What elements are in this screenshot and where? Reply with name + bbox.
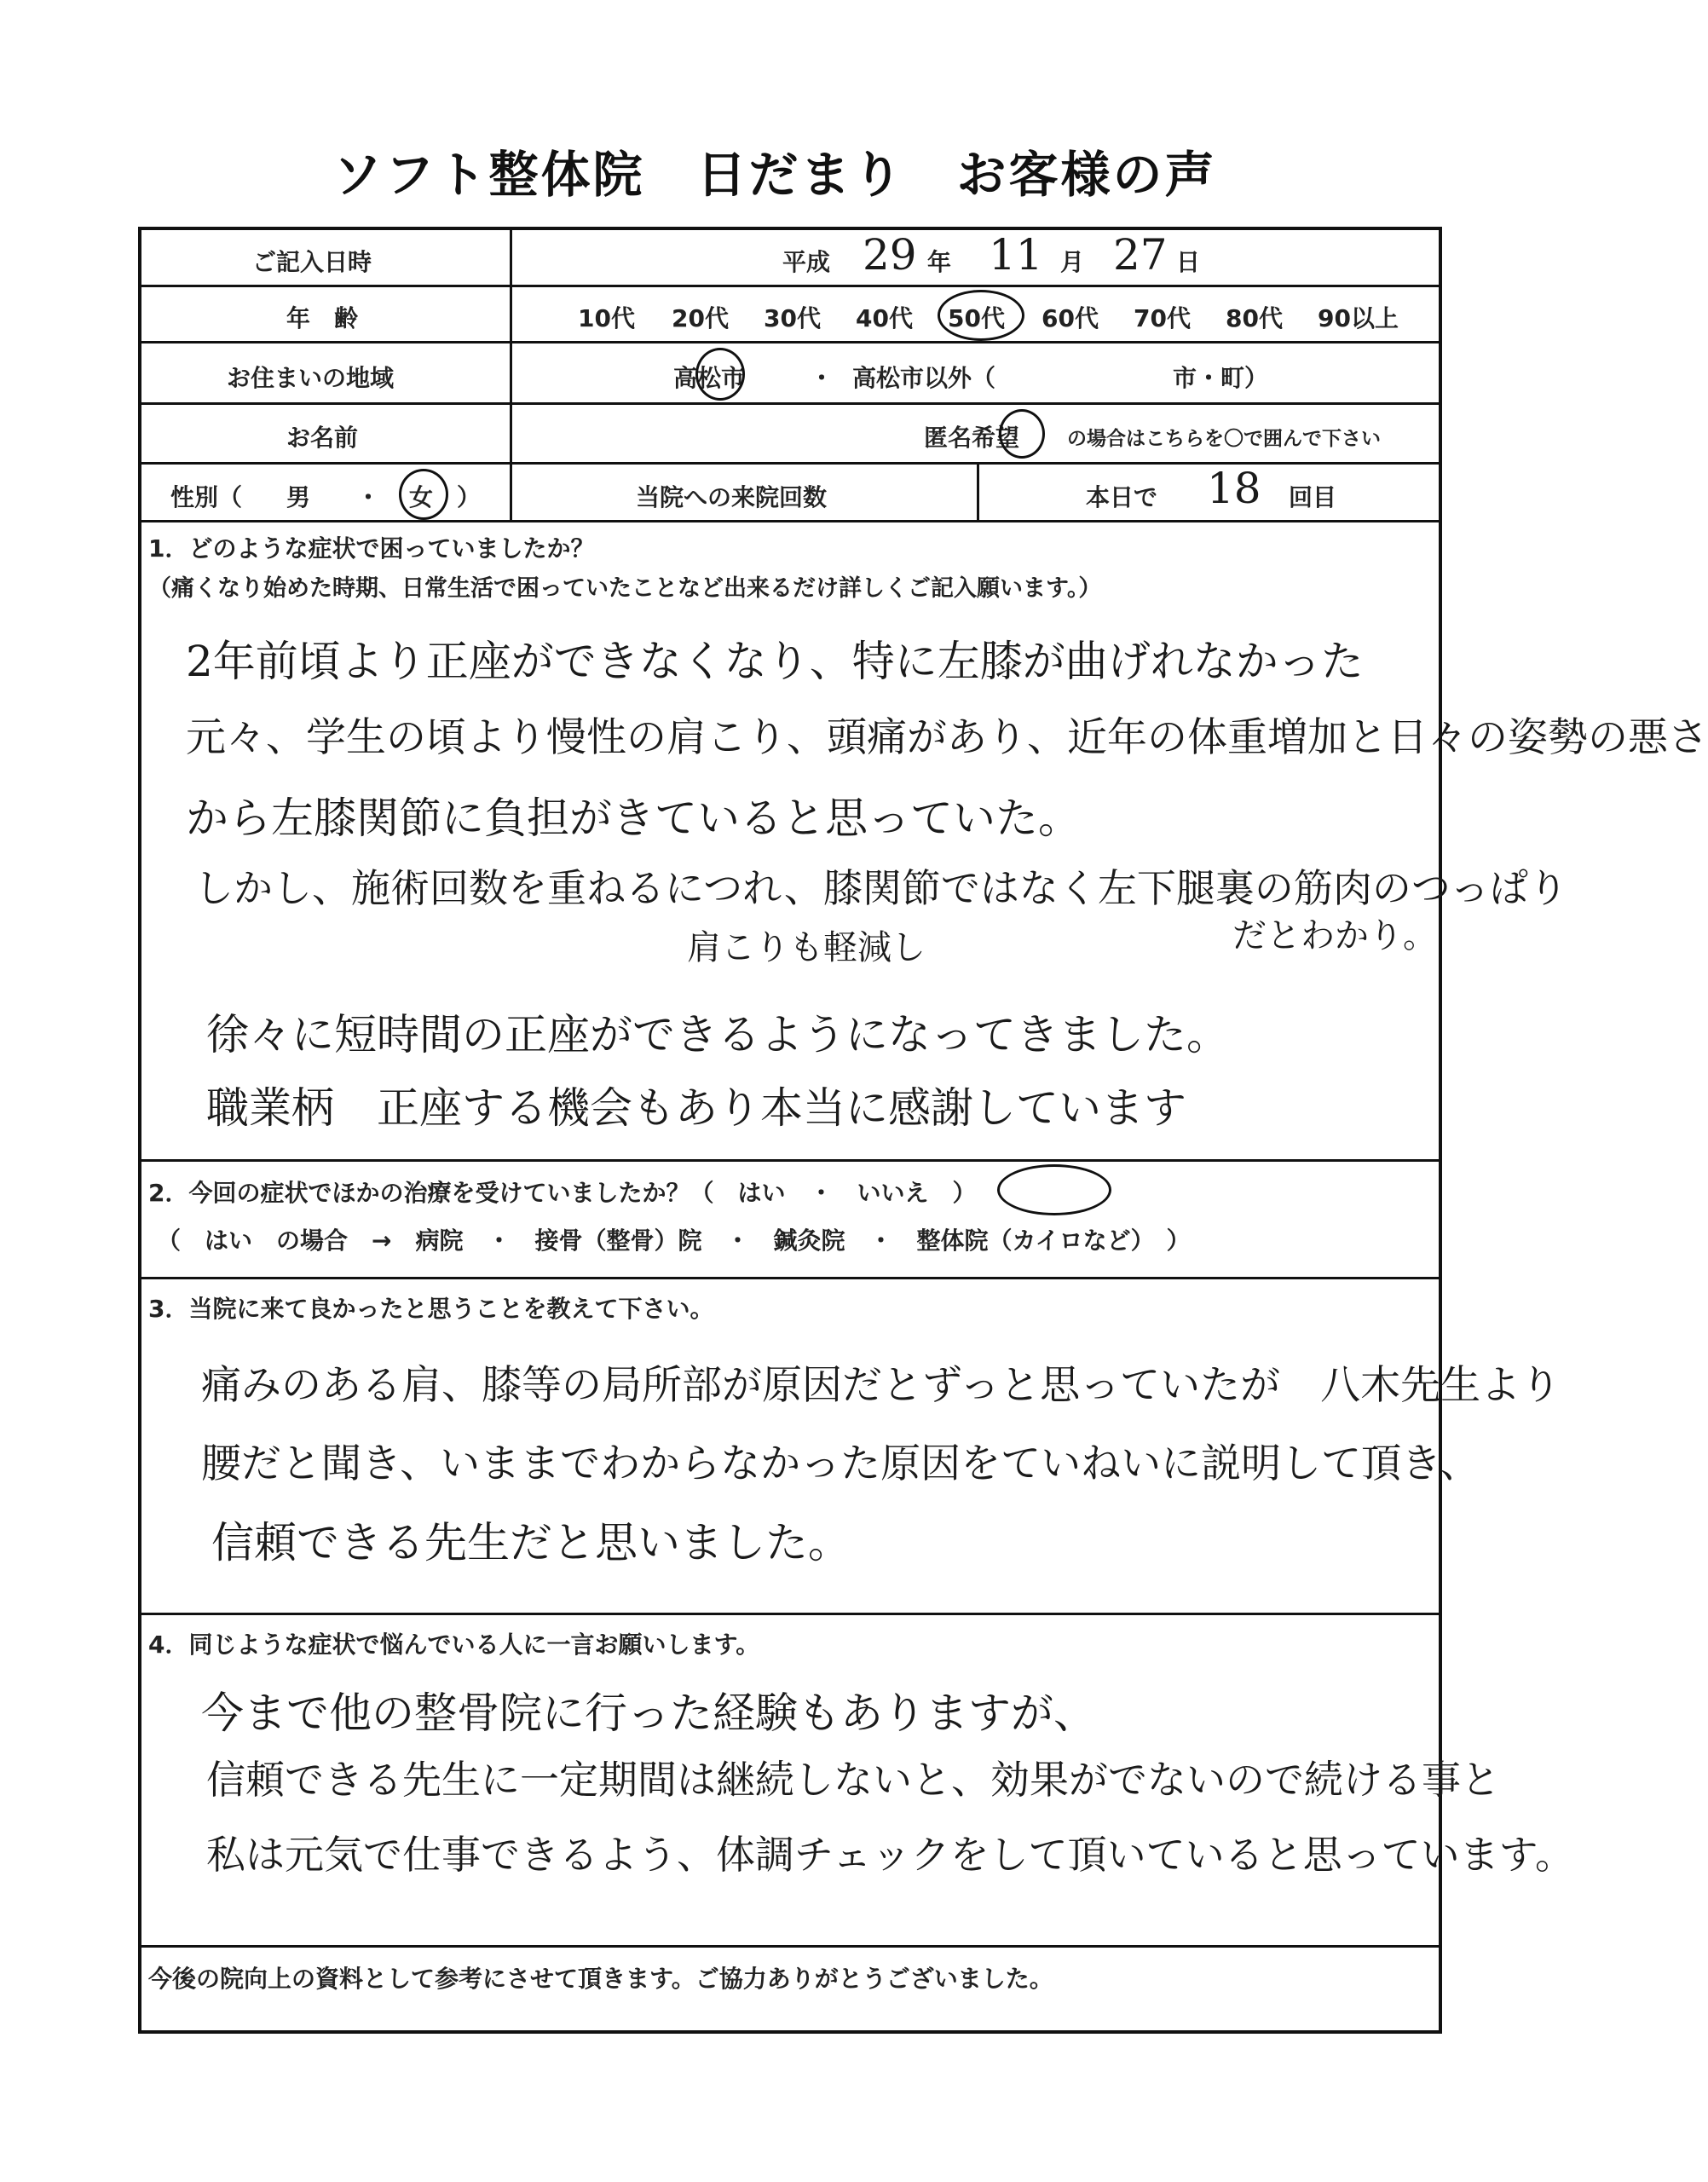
q1-answer-line: 元々、学生の頃より慢性の肩こり、頭痛があり、近年の体重増加と日々の姿勢の悪さ xyxy=(186,714,1708,761)
age-option: 90以上 xyxy=(1318,304,1399,332)
visits-value: 18 xyxy=(1207,464,1261,513)
footer-note: 今後の院向上の資料として参考にさせて頂きます。ご協力ありがとうございました。 xyxy=(148,1965,1053,1993)
age-label: 年 齢 xyxy=(286,304,359,332)
age-option: 80代 xyxy=(1226,304,1283,332)
age-selection-circle xyxy=(938,290,1024,341)
label-column-divider xyxy=(510,230,512,520)
gender-separator: ・ xyxy=(356,483,381,511)
row-divider xyxy=(141,285,1439,287)
year-unit: 年 xyxy=(927,248,952,276)
q1-sub: （痛くなり始めた時期、日常生活で困っていたことなど出来るだけ詳しくご記入願います。） xyxy=(148,575,1102,602)
year-value: 29 xyxy=(863,230,917,280)
era-label: 平成 xyxy=(782,248,831,276)
q1-answer-insert: だとわかり。 xyxy=(1232,916,1437,955)
q2-sub: （ はい の場合 → 病院 ・ 接骨（整骨）院 ・ 鍼灸院 ・ 整体院（カイロなど） ） xyxy=(157,1227,1191,1255)
q3-answer-line: 腰だと聞き、いままでわからなかった原因をていねいに説明して頂き、 xyxy=(201,1440,1480,1487)
name-label: お名前 xyxy=(286,424,359,452)
visits-unit: 回目 xyxy=(1289,483,1337,511)
section-divider xyxy=(141,1945,1439,1948)
gender-female: 女 xyxy=(409,483,434,511)
gender-close: ） xyxy=(457,483,482,511)
gender-selection-circle xyxy=(399,469,448,520)
gender-male: 男 xyxy=(286,483,311,511)
q2-question: 2．今回の症状でほかの治療を受けていましたか？（ はい ・ いいえ ） xyxy=(148,1179,977,1207)
region-other-end: 市・町） xyxy=(1173,364,1269,392)
q1-answer-line: から左膝関節に負担がきていると思っていた。 xyxy=(186,794,1081,843)
region-separator: ・ xyxy=(810,364,834,392)
survey-form xyxy=(138,227,1708,2034)
page-title: ソフト整体院 日だまり お客様の声 xyxy=(332,146,1217,204)
q4-answer-line: 私は元気で仕事できるよう、体調チェックをして頂いていると思っています。 xyxy=(206,1832,1574,1878)
anon-note: の場合はこちらを〇で囲んで下さい xyxy=(1067,428,1381,450)
age-option: 10代 xyxy=(578,304,635,332)
q4-question: 4．同じような症状で悩んでいる人に一言お願いします。 xyxy=(148,1631,760,1659)
region-selection-circle xyxy=(695,348,745,401)
age-option: 60代 xyxy=(1042,304,1099,332)
age-option-selected: 50代 xyxy=(948,304,1005,332)
month-unit: 月 xyxy=(1060,248,1085,276)
section-divider xyxy=(141,1159,1439,1162)
q1-answer-line: 2年前頃より正座ができなくなり、特に左膝が曲げれなかった xyxy=(186,637,1364,686)
day-value: 27 xyxy=(1113,230,1168,280)
q1-answer-insert: 肩こりも軽減し xyxy=(687,928,926,967)
q3-answer-line: 痛みのある肩、膝等の局所部が原因だとずっと思っていたが 八木先生より xyxy=(201,1362,1561,1409)
q3-question: 3．当院に来て良かったと思うことを教えて下さい。 xyxy=(148,1295,714,1323)
today-label: 本日で xyxy=(1086,483,1158,511)
region-takamatsu: 高松市 xyxy=(673,364,746,392)
q1-answer-line: 職業柄 正座する機会もあり本当に感謝しています xyxy=(206,1083,1186,1133)
date-label: ご記入日時 xyxy=(252,248,372,276)
section-divider xyxy=(141,1613,1439,1615)
visits-column-divider xyxy=(977,462,979,520)
age-option: 30代 xyxy=(764,304,821,332)
q3-answer-line: 信頼できる先生だと思いました。 xyxy=(211,1518,851,1567)
month-value: 11 xyxy=(989,230,1043,280)
anon-label: 匿名希望 xyxy=(924,424,1020,452)
section-divider xyxy=(141,1277,1439,1279)
region-other: 高松市以外（ xyxy=(852,364,996,392)
q4-answer-line: 信頼できる先生に一定期間は継続しないと、効果がでないので続ける事と xyxy=(206,1757,1500,1803)
age-option: 40代 xyxy=(856,304,913,332)
day-unit: 日 xyxy=(1176,248,1201,276)
q2-selection-circle xyxy=(997,1164,1111,1215)
q1-question: 1．どのような症状で困っていましたか？ xyxy=(148,534,595,563)
row-divider xyxy=(141,341,1439,343)
age-option: 70代 xyxy=(1134,304,1191,332)
region-label: お住まいの地域 xyxy=(227,364,395,392)
row-divider xyxy=(141,520,1439,522)
q4-answer-line: 今まで他の整骨院に行った経験もありますが、 xyxy=(201,1688,1096,1738)
row-divider xyxy=(141,402,1439,405)
q1-answer-line: 徐々に短時間の正座ができるようになってきました。 xyxy=(206,1010,1229,1059)
q1-answer-line: しかし、施術回数を重ねるにつれ、膝関節ではなく左下腿裏の筋肉のつっぱり xyxy=(194,865,1568,911)
age-option: 20代 xyxy=(672,304,729,332)
anon-selection-circle xyxy=(999,409,1045,459)
visits-label: 当院への来院回数 xyxy=(636,483,828,511)
gender-open: 性別（ xyxy=(170,483,243,511)
